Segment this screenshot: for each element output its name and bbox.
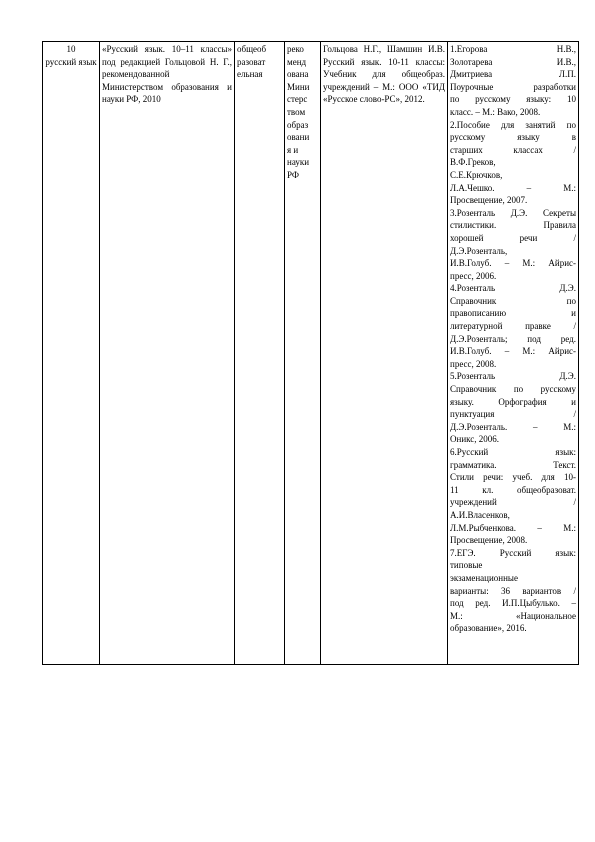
reference-line: И.В.Голуб. – М.: Айрис- (450, 346, 576, 357)
recommendation-cell (285, 42, 321, 665)
reference-line: грамматика. Текст. (450, 459, 576, 470)
recommendation-lines (287, 43, 318, 182)
school-type-cell (235, 42, 285, 665)
reference-line: Справочник по русскому (450, 384, 576, 395)
reference-line: пресс, 2008. (450, 358, 497, 369)
recommendation-line: я и (287, 144, 299, 155)
recommendation-line: реко (287, 44, 304, 54)
reference-line: хорошей речи / (450, 232, 576, 243)
reference-line: Стили речи: учеб. для 10- (450, 472, 576, 483)
reference-line: правописанию и (450, 308, 576, 319)
reference-line: русскому языку в (450, 132, 576, 143)
reference-line: под ред. И.П.Цыбулько. – (450, 598, 576, 609)
reference-line: варианты: 36 вариантов / (450, 585, 576, 596)
recommendation-line: стерс (287, 94, 308, 105)
recommendation-line: ована (287, 69, 309, 80)
reference-line: В.Ф.Греков, (450, 157, 496, 168)
reference-line: типовые (450, 560, 483, 571)
reference-line: литературной правке / (450, 321, 576, 332)
reference-line: Дмитриева Л.П. (450, 69, 576, 80)
recommendation-line: науки (287, 157, 310, 168)
school-type-lines (237, 43, 282, 81)
reference-line: М.: «Национальное (450, 610, 576, 621)
curriculum-table (42, 41, 579, 665)
reference-line: 5.Розенталь Д.Э. (450, 371, 576, 382)
recommendation-line: РФ (287, 169, 299, 180)
reference-line: Просвещение, 2008. (450, 535, 528, 546)
reference-line: Д.Э.Розенталь. – М.: (450, 421, 576, 432)
reference-line: Оникс, 2006. (450, 434, 500, 445)
reference-line: Справочник по (450, 295, 576, 306)
reference-line: старших классах / (450, 144, 576, 155)
reference-line: 3.Розенталь Д.Э. Секреты (450, 207, 576, 218)
school-type-line: разоват (237, 56, 266, 67)
recommendation-line: менд (287, 56, 307, 67)
reference-line: Д.Э.Розенталь, (450, 245, 508, 256)
reference-line: Просвещение, 2007. (450, 195, 528, 206)
reference-line: стилистики. Правила (450, 220, 576, 231)
reference-line: 6.Русский язык: (450, 447, 576, 457)
reference-line: пресс, 2006. (450, 270, 497, 281)
reference-line: образование», 2016. (450, 623, 527, 634)
reference-line: 1.Егорова Н.В., (450, 44, 576, 54)
table-row (43, 42, 579, 665)
references-cell (448, 42, 579, 665)
reference-line: 4.Розенталь Д.Э. (450, 283, 576, 294)
reference-line: пунктуация / (450, 409, 576, 420)
references-list (450, 43, 576, 635)
reference-line: учреждений / (450, 497, 576, 508)
reference-line: 2.Пособие для занятий по (450, 119, 576, 130)
textbook-cell: Гольцова Н.Г., Шамшин И.В. Русский язык. 10-11 классы: Учебник для общеобраз. учреждений – М.: ООО «ТИД «Русское слово-РС», 2012. (321, 42, 448, 665)
recommendation-line: Мини (287, 81, 310, 92)
recommendation-line: овани (287, 132, 310, 143)
reference-line: 7.ЕГЭ. Русский язык: (450, 547, 576, 558)
reference-line: 11 кл. общеобразоват. (450, 484, 576, 495)
reference-line: А.И.Власенков, (450, 509, 510, 520)
grade-subject-cell: 10 русский язык (43, 42, 100, 665)
reference-line: Л.А.Чешко. – М.: (450, 182, 576, 193)
recommendation-line: образ (287, 119, 309, 130)
program-cell: «Русский язык. 10–11 классы» под редакцией Гольцовой Н. Г., рекомендованной Министерством образования и науки РФ, 2010 (100, 42, 235, 665)
reference-line: И.В.Голуб. – М.: Айрис- (450, 258, 576, 269)
reference-line: языку. Орфография и (450, 396, 576, 407)
school-type-line: ельная (237, 69, 263, 80)
reference-line: Золотарева И.В., (450, 56, 576, 67)
reference-line: Д.Э.Розенталь; под ред. (450, 333, 576, 344)
reference-line: класс. – М.: Вако, 2008. (450, 106, 541, 117)
reference-line: Л.М.Рыбченкова. – М.: (450, 522, 576, 533)
recommendation-line: твом (287, 106, 306, 117)
reference-line: С.Е.Крючков, (450, 169, 503, 180)
reference-line: экзаменационные (450, 572, 518, 583)
school-type-line: общеоб (237, 44, 267, 54)
reference-line: по русскому языку: 10 (450, 94, 576, 105)
reference-line: Поурочные разработки (450, 81, 576, 92)
